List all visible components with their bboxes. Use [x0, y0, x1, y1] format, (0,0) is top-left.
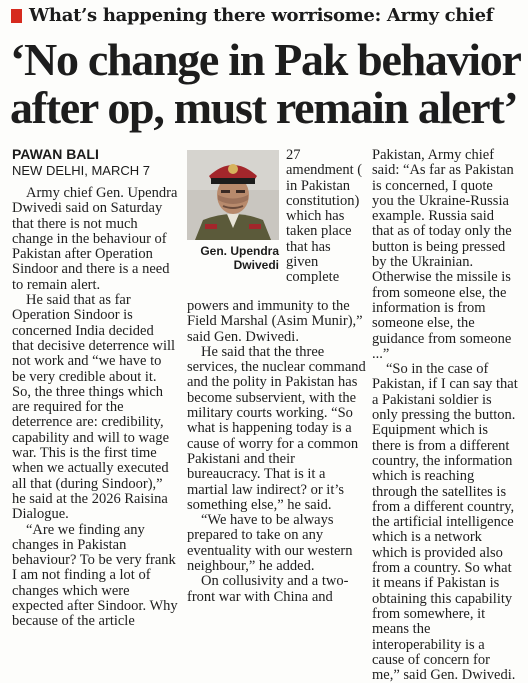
byline-dateline: NEW DELHI, MARCH 7	[12, 163, 150, 178]
byline	[12, 146, 150, 178]
paragraph: “We have to be always prepared to take on any eventuality with our western neighbour,” he added.	[187, 512, 353, 575]
photo-caption	[187, 244, 279, 272]
headline-line-2: after op, must remain alert’	[10, 82, 518, 133]
paragraph: 27 amendment ( in Pakistan constitution) which has taken place that has given complete	[286, 147, 363, 286]
kicker	[11, 5, 493, 26]
caption-line-1: Gen. Upendra	[200, 244, 279, 258]
portrait-image	[187, 150, 279, 240]
red-square-icon	[11, 9, 22, 23]
paragraph: “Are we finding any changes in Pakistan behaviour? To be very frank I am not finding a lot of changes which were expected after Sindoor. Why because of the article	[12, 521, 178, 630]
paragraph: Pakistan, Army chief said: “As far as Pakistan is concerned, I quote you the Ukraine-Russia example. Russia said that as of today only the button is being pressed by the Ukrainian. Otherwise the missile is from someone else, the information is from someone else, the guidance from someone ...”	[372, 147, 514, 362]
paragraph: He said that as far Operation Sindoor is concerned India decided that decisive deterrence will not work and “we have to be very credible about it. So, the three things which are required for the deterrence are: credibility, capability and will to wage war. This is the first time when we actually executed all that (during Sindoor),” he said at the 2026 Raisina Dialogue.	[12, 292, 176, 523]
paragraph: Army chief Gen. Upendra Dwivedi said on Saturday that there is not much change in the behaviour of Pakistan after Operation Sindoor and there is a need to remain alert.	[12, 185, 178, 293]
paragraph: On collusivity and a two-front war with China and	[187, 573, 349, 605]
headline	[10, 36, 522, 132]
article-column-2-top	[286, 148, 366, 286]
paragraph: powers and immunity to the Field Marshal (Asim Munir),” said Gen. Dwivedi.	[187, 298, 363, 345]
article-column-2	[187, 299, 367, 605]
paragraph: He said that the three services, the nuclear command and the polity in Pakistan has become subservient, with the military courts working. “So what is happening today is a cause of worry for a common Pakistani and their bureaucracy. That is it a martial law indirect? or it’s something else,” he said.	[187, 343, 366, 513]
paragraph: “So in the case of Pakistan, if I can say that a Pakistani soldier is only pressing the button. Equipment which is there is from a different country, the information which is reaching through the satellites is from a different country, the artificial intelligence which is a network which is provided also from a country. So what it means if Pakistan is obtaining this capability from somewhere, it means the interoperability is a cause of concern for me,” said Gen. Dwivedi.	[372, 361, 518, 683]
article-column-3	[372, 148, 518, 683]
headline-line-1: ‘No change in Pak behavior	[10, 34, 521, 85]
caption-line-2: Dwivedi	[233, 258, 279, 272]
kicker-text: What’s happening there worrisome: Army chief	[29, 5, 494, 26]
byline-author: PAWAN BALI	[12, 146, 99, 162]
army-chief-photo	[187, 150, 279, 240]
article-column-1	[12, 186, 178, 630]
